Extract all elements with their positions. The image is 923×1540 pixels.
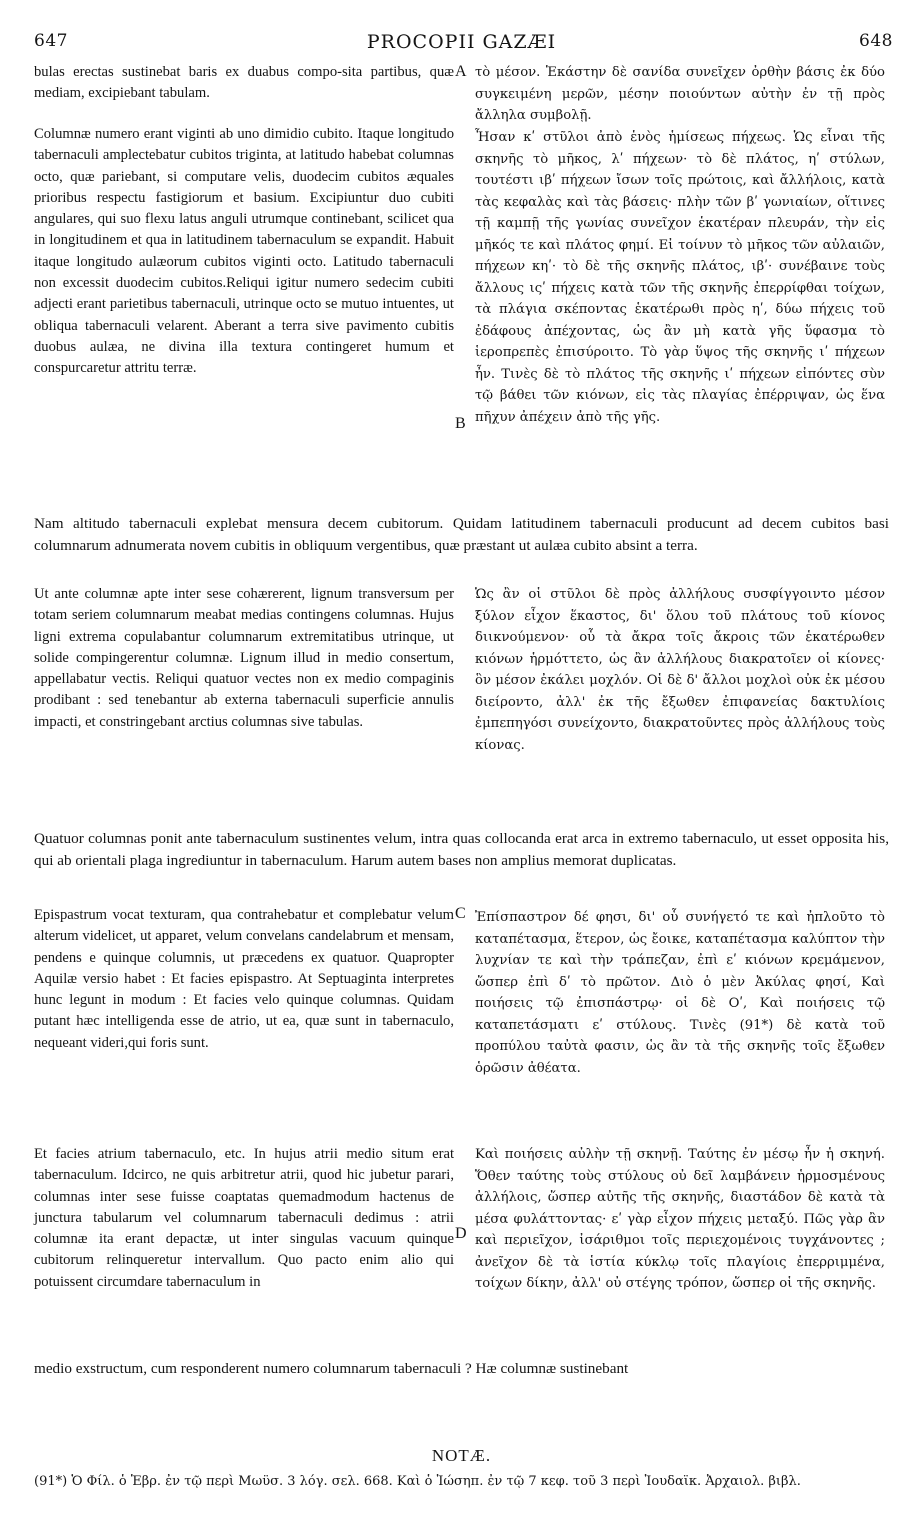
greek-paragraph-4: Ἐπίσπαστρον δέ φησι, δι' οὗ συνήγετό τε καὶ ἠπλοῦτο τὸ καταπέτασμα, ἕτερον, ὡς ἔοικε, καταπέτασμα καλύπτον τὴν λυχνίαν τε καὶ τὴν τράπεζαν, ἐπὶ εʹ κιόνων κρεμάμενον, ὥσπερ ἐπὶ δʹ τὸ πρῶτον. Διὸ ὁ μὲν Ἀκύλας φησί, Καὶ ποιήσεις τῷ ἐπισπάστρῳ· οἱ δὲ Οʹ, Καὶ ποιήσεις τῷ καταπετάσματι εʹ στύλους. Τινὲς (91*) δὲ κατὰ τοῦ προπύλου ταὐτὰ φασιν, ὡς ἂν τὰ τῆς σκηνῆς τοῖς ἔξωθεν ὁρῶσιν ἀθέατα. xyxy=(475,910,885,1076)
greek-paragraph-1: τὸ μέσον. Ἑκάστην δὲ σανίδα συνεῖχεν ὀρθὴν βάσις ἐκ δύο συγκειμένη μερῶν, μέσην ποιούντων αὐτὴν ἐν τῇ πρὸς ἄλληλα συμβολῇ. xyxy=(475,65,885,123)
latin-paragraph-3: Ut ante columnæ apte inter sese cohærerent, lignum transversum per totam seriem columnarum meabat medias contingens columnas. Hujus ligni extrema copulabantur columnarum extremitatibus utrinque, ut solide compingerentur columnæ. Lignum illud in medio consertum, appellabatur vectis. Reliqui quatuor vectes non ex medio compaginis prodibant : sed tenebantur ab externa tabernaculi superficie annulis impacti, et constringebant arctius columnas sive tabulas. xyxy=(34,586,454,730)
margin-mark-b: B xyxy=(455,415,466,432)
full-width-paragraph-1: Nam altitudo tabernaculi explebat mensura decem cubitorum. Quidam latitudinem tabernaculi producunt ad decem cubitos basi columnarum adnumerata novem cubitis in obliquum vergentibus, quæ præstant ut aulæa cubito absint a terra. xyxy=(34,515,889,554)
greek-paragraph-5: Καὶ ποιήσεις αὐλὴν τῇ σκηνῇ. Ταύτης ἐν μέσῳ ἦν ἡ σκηνή. Ὅθεν ταύτης τοὺς στύλους οὐ δεῖ λαμβάνειν ἡρμοσμένους ἀλλήλοις, ὥσπερ αὐτῆς τῆς σκηνῆς, διαστάδον δὲ κατὰ τὰ μέσα φυλάττοντας· εʹ γὰρ εἶχον πήχεις μεταξύ. Πῶς γὰρ ἂν καὶ περιεῖχον, ἰσάριθμοι τοῖς περιεχομένοις τυγχάνοντες ; ἀνεῖχον δὲ τὰ ἱστία κύκλῳ τοῖς πλαγίοις ἐπερριμμένα, τοίχων δίκην, ἀλλ' οὐ στέγης τρόπον, ὥσπερ οἱ τῆς σκηνῆς. xyxy=(475,1147,885,1291)
full-width-paragraph-3: medio exstructum, cum responderent numero columnarum tabernaculi ? Hæ columnæ sustinebant xyxy=(34,1360,629,1377)
notes-heading: NOTÆ. xyxy=(431,1446,492,1465)
margin-mark-a: A xyxy=(455,63,467,80)
footnote-91: (91*) Ὁ Φίλ. ὁ Ἑβρ. ἐν τῷ περὶ Μωϋσ. 3 λόγ. σελ. 668. Καὶ ὁ Ἰώσηπ. ἐν τῷ 7 κεφ. τοῦ 3 περὶ Ἰουδαϊκ. Ἀρχαιολ. βιβλ. xyxy=(34,1474,801,1489)
running-title: PROCOPII GAZÆI xyxy=(366,31,557,53)
latin-paragraph-2: Columnæ numero erant viginti ab uno dimidio cubito. Itaque longitudo tabernaculi amplectebatur cubitos triginta, at latitudo habebat columnas octo, quæ pariebant, si computare velis, duodecim cubitos æquales prioribus respectu fastigiorum et basium. Excipiuntur duo cubiti angulares, qui suo flexu latus anguli utrumque continebant, scilicet qua in longitudinem et qua in latitudinem tabernaculum se expandit. Habuit itaque longitudo aulæorum cubitos viginti octo. Latitudo tabernaculi non excessit duodecim cubitos.Reliqui igitur numero sedecim cubiti adjecti erant parietibus tabernaculi, utrinque octo se mutuo intuentes, ut obliqua tabernaculi velarent. Aberant a terra sive pavimento cubitis duobus aulæa, ne divina illa textura contingeret humum et conspurcaretur attritu terræ. xyxy=(34,126,454,377)
latin-paragraph-4: Epispastrum vocat texturam, qua contrahebatur et complebatur velum alterum videlicet, ut apparet, velum convelans candelabrum et mensam, pendens e quinque columnis, ut præcedens ex quatuor. Quapropter Aquilæ versio habet : Et facies epispastro. At Septuaginta interpretes hunc legunt in modum : Et facies velo quinque columnas. Quidam putant hæc intelligenda esse de atrio, ut ea, quæ sunt in tabernaculo, nequeant videri,qui foris sunt. xyxy=(34,907,454,1051)
greek-paragraph-2: Ἦσαν κʹ στῦλοι ἀπὸ ἑνὸς ἡμίσεως πήχεως. Ὡς εἶναι τῆς σκηνῆς τὸ μῆκος, λʹ πήχεων· τὸ δὲ πλάτος, ηʹ στύλων, τουτέστι ιβʹ πήχεων ἴσων τοῖς πρώτοις, καὶ ἄλλήλοις, κατὰ τὰς κεφαλὰς καὶ τὰς βάσεις· πλὴν τῶν βʹ γωνιαίων, οἵτινες τῇ καμπῇ τῆς γωνίας συνεῖχον ἑκατέραν πλευράν, τὴν εἰς μῆκός τε καὶ πλάτος φημί. Εἰ τοίνυν τὸ μῆκος τῶν αὐλαιῶν, πήχεων κηʹ· τὸ δὲ τῆς σκηνῆς πλάτος, ιβʹ· συνέβαινε τοὺς ἄλλους ιςʹ πήχεις κατὰ τῶν τῆς σκηνῆς ἐπερρίφθαι τοίχων, τὰ πλάγια σκέποντας ἑκατέρωθι πρὸς ηʹ, δύω πήχεις τοῦ ἐδάφους ἀπέχοντας, ὡς ἂν μὴ κατὰ γῆς ὕφασμα τὸ ἱεροπρεπὲς ἐπισύροιτο. Τὸ γὰρ ὕψος τῆς σκηνῆς ιʹ πήχεων ἦν. Τινὲς δὲ τὸ πλάτος τῆς σκηνῆς ιʹ πήχεων εἰπόντες σὺν τῷ βάθει τῶν κιόνων, εἰς τὰς πλαγίας ἐπέρριψαν, ὡς ἕνα πῆχυν ἀπέχειν ἀπὸ τῆς γῆς. xyxy=(475,130,885,425)
latin-paragraph-5: Et facies atrium tabernaculo, etc. In hujus atrii medio situm erat tabernaculum. Idcirco, ne quis arbitretur atrii, quod hic jubetur parari, columnas inter sese fuisse coaptatas quemadmodum hactenus de junctura tabularum vel columnarum tabernaculi dedimus : atrii columnæ ita erant depactæ, ut inter singulas vacuum quinque cubitorum relinqueretur intervallum. Quo pacto enim alio qui potuissent circumdare tabernaculum in xyxy=(34,1146,454,1290)
margin-mark-c: C xyxy=(455,905,466,922)
latin-paragraph-1: bulas erectas sustinebat baris ex duabus compo-sita partibus, quæ mediam, excipiebant tabulam. xyxy=(34,64,454,102)
full-width-paragraph-2: Quatuor columnas ponit ante tabernaculum sustinentes velum, intra quas collocanda erat arca in extremo tabernaculo, ut esset opposita his, qui ab orientali plaga ingrediuntur in tabernaculum. Harum autem bases non amplius memorat duplicatas. xyxy=(34,830,889,869)
greek-paragraph-3: Ὡς ἂν οἱ στῦλοι δὲ πρὸς ἀλλήλους συσφίγγοιντο μέσον ξύλον εἶχον ἕκαστος, δι' ὅλου τοῦ πλάτους τοῦ κίονος διικνούμενον· οὗ τὰ ἄκρα τοῖς ἄκροις τῶν ἑκατέρωθεν κιόνων ἡρμόττετο, ὡς ἂν ἀλλήλους διακρατοῖεν οἱ κίονες· ὃν μέσον ἐκάλει μοχλόν. Οἱ δὲ δ' ἄλλοι μοχλοὶ οὐκ ἐκ μέσου διείροντο, ἀλλ' ἐκ τῆς ἔξωθεν ἐπιφανείας δακτυλίοις ἐμπεπηγόσι συνείχοντο, διακρατοῦντες πρὸς ἀλλήλους τοὺς κίονας. xyxy=(475,587,885,753)
margin-mark-d: D xyxy=(455,1225,467,1242)
page-number-left: 647 xyxy=(34,31,68,51)
page-number-right: 648 xyxy=(859,31,893,51)
